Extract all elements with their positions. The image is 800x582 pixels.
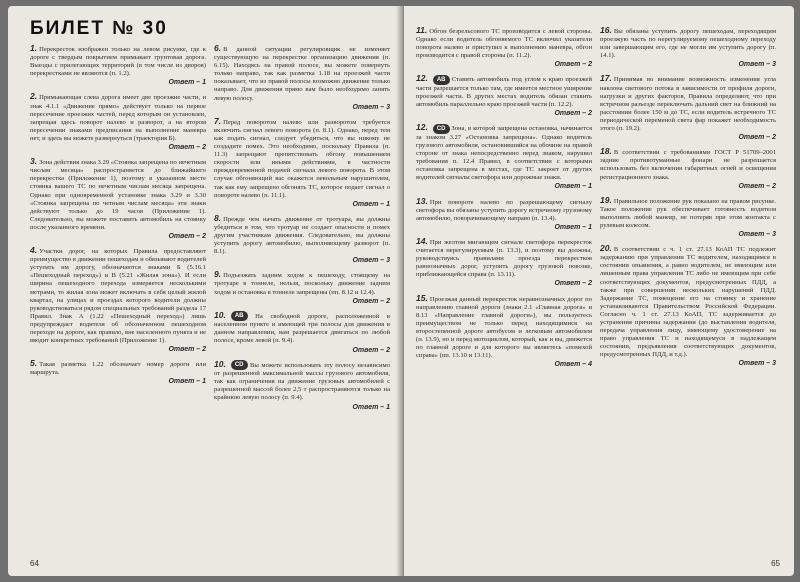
- column-1: [30, 44, 206, 392]
- answer: Ответ – 2: [352, 346, 390, 354]
- question-number: 11.: [416, 25, 428, 35]
- left-page: [8, 6, 402, 576]
- question-number: 15.: [416, 292, 428, 303]
- answer: Ответ – 1: [352, 403, 390, 411]
- question-11: [416, 26, 592, 69]
- answer: Ответ – 2: [168, 232, 206, 240]
- question-12-cd: [416, 123, 592, 191]
- question-14: [416, 237, 592, 289]
- question-18: [600, 147, 776, 190]
- question-number: 18.: [600, 146, 612, 157]
- answer: Ответ – 1: [554, 183, 592, 191]
- question-number: 12.: [416, 122, 428, 133]
- question-8: [214, 214, 390, 266]
- question-1: [30, 44, 206, 87]
- answer: Ответ – 2: [738, 134, 776, 142]
- page-number-left: 64: [30, 559, 39, 568]
- question-number: 10.: [214, 309, 226, 320]
- question-text: Ставить автомобиль под углом к краю проезжей части разрешается только там, где имеется местное уширение проезжей части. В других местах водитель обязан ставить автомобиль параллельно краю проезжей части (п. 12.2).: [416, 76, 592, 109]
- question-number: 5.: [30, 358, 38, 369]
- question-number: 13.: [416, 195, 428, 206]
- answer: Ответ – 2: [168, 346, 206, 354]
- answer: Ответ – 3: [352, 257, 390, 265]
- question-12-ab: [416, 74, 592, 118]
- question-13: [416, 197, 592, 232]
- answer: Ответ – 3: [738, 360, 776, 368]
- question-text: Вы можете использовать эту полосу независимо от разрешенной максимальной массы грузового автомобиля, так как ограничения на движение грузовых автомобилей с разрешенной массой более 2,5 т распространяются только на крайнюю левую полосу (п. 9.4).: [214, 361, 390, 402]
- question-3: [30, 157, 206, 241]
- answer: Ответ – 1: [554, 223, 592, 231]
- question-number: 12.: [416, 73, 428, 84]
- column-2: [214, 44, 390, 417]
- question-17: [600, 74, 776, 142]
- column-4: [600, 26, 776, 374]
- answer: Ответ – 2: [554, 280, 592, 288]
- question-text: На свободной дороге, расположенной в населенном пункте и имеющей три полосы для движения в данном направлении, вам разрешается двигаться по любой полосе, кроме левой (п. 9.4).: [214, 312, 390, 345]
- question-text: Такая разметка 1.22 обозначает номер дороги или маршрута.: [30, 361, 206, 377]
- right-page: [404, 6, 794, 576]
- question-number: 6.: [214, 43, 222, 53]
- question-number: 4.: [30, 245, 38, 256]
- question-6: [214, 44, 390, 112]
- question-text: Проезжая данный перекресток неравнозначных дорог по направлению главной дороги (знаки 2.1 «Главная дорога» и 8.13 «Направление главной дороги»), вы пользуетесь преимуществом не только перед находящимися на второстепенной дороге автобусом и легковым автомобилем (п. 13.9), но и перед мотоциклом, который, как и вы, движется по главной дороге и для которого вы являетесь «помехой справа» (пп. 13.10 и 13.11).: [416, 295, 592, 360]
- answer: Ответ – 3: [738, 231, 776, 239]
- question-text: В соответствии с ч. 1 ст. 27.13 КоАП ТС подлежит задержанию при управлении ТС водителем, находящимся в состоянии опьянения, а равно водителем, не имеющим или лишенным права управления ТС либо не имеющим при себе соответствующих документов, предусмотренных ПДД, а также при совершении нескольких нарушений ПДД. Задержание ТС, помещение его на стоянку и хранение устанавливаются Правительством Российской Федерации. Согласно ч. 1 ст. 27.13 КоАП, ТС задерживается до устранения причины задержания (до выставления водителя, передача управления лицу, имеющему удостоверение на право управления ТС и находящемуся в надлежащем состоянии, предъявления соответствующих документов, предусмотренных ПДД, и т.д.).: [600, 246, 776, 359]
- category-badge: CD: [433, 124, 450, 134]
- answer: Ответ – 1: [352, 200, 390, 208]
- answer: Ответ – 2: [352, 297, 390, 305]
- answer: Ответ – 3: [352, 103, 390, 111]
- question-text: Участки дорог, на которых Правила предоставляют преимущество в движении пешеходам и обязывают водителей уступать им дорогу, обозначаются знаками Б (5.16.1 «Пешеходный переход») и В (5.21 «Жилая зона»). И если ширина пешеходного перехода измеряется несколькими метрами, то жилая зона может включать в себя целый жилой квартал, на улицах и проездах которого водители должны руководствоваться рядом специальных требований раздела 17 Правил. Знак А (1.22 «Пешеходный переход») лишь предупреждает водителя об обозначенном пешеходном переходе на дороге, как правило, вне населенного пункта и не вводит конкретных требований (Приложение 1).: [30, 248, 206, 345]
- question-text: В данной ситуации регулировщик не изменяет существующую на перекрестке организацию движения (п. 6.15). Находясь на правой полосе, вы можете повернуть только направо, так как разметка 1.18 на проезжей части показывает, что из правой полосы возможно движение только направо. Для движения прямо вам было необходимо занять левую полосу.: [214, 46, 390, 102]
- ticket-title: БИЛЕТ № 30: [30, 18, 168, 39]
- question-19: [600, 196, 776, 239]
- question-text: Перекресток изображен только на левом рисунке, где к дороге с твердым покрытием примыкает грунтовая дорога. Выезды с прилегающих территорий (в том числе из дворов) перекрестками не являются (п. 1.2).: [30, 46, 206, 78]
- answer: Ответ – 2: [554, 61, 592, 69]
- question-10-cd: [214, 360, 390, 412]
- question-text: Прежде чем начать движение от тротуара, вы должны убедиться в том, что тротуар не создает опасности и помех другим участникам движения. Следовательно, вы должны уступить дорогу автомобилю, выполняющему разворот (п. 8.1).: [214, 215, 390, 256]
- answer: Ответ – 2: [554, 110, 592, 118]
- category-badge: CD: [231, 360, 248, 370]
- question-number: 19.: [600, 194, 612, 205]
- question-text: Обгон безрельсового ТС производится с левой стороны. Однако если водитель обгоняемого ТС включил указатели поворота налево и приступил к выполнению маневра, обгон производится с правой стороны (п. 11.2).: [416, 28, 592, 60]
- question-number: 10.: [214, 358, 226, 369]
- question-2: [30, 92, 206, 152]
- question-10-ab: [214, 311, 390, 355]
- answer: Ответ – 1: [168, 378, 206, 386]
- question-5: [30, 359, 206, 386]
- column-3: [416, 26, 592, 374]
- question-number: 9.: [214, 269, 222, 280]
- answer: Ответ – 2: [738, 182, 776, 190]
- question-number: 7.: [214, 115, 222, 126]
- question-15: [416, 294, 592, 370]
- question-text: Принимая во внимание возможность изменения угла наклона светового потока в зависимости от профиля дороги, нагрузки и других факторов, Правила определяют, что при встречном разъезде переключать дальний свет на ближний на расстоянии более 150 м до ТС, если водитель встречного ТС периодической переменой света фар покажет необходимость этого (п. 19.2).: [600, 76, 776, 133]
- page-number-right: 65: [771, 559, 780, 568]
- question-text: При желтом мигающем сигнале светофора перекресток считается нерегулируемым (п. 13.3), и поэтому вы должны, руководствуясь правилами проезда перекрестков равнозначных дорог, уступить дорогу грузовой повозке, приближающейся справа (п. 13.11).: [416, 238, 592, 279]
- answer: Ответ – 2: [168, 144, 206, 152]
- question-4: [30, 246, 206, 354]
- question-number: 16.: [600, 25, 612, 35]
- question-number: 2.: [30, 91, 38, 102]
- answer: Ответ – 4: [554, 361, 592, 369]
- category-badge: AB: [433, 75, 450, 85]
- question-20: [600, 244, 776, 368]
- question-text: При повороте налево по разрешающему сигналу светофора вы обязаны уступить дорогу встречному грузовому автомобилю, поворачивающему направо (п. 13.4).: [416, 198, 592, 222]
- question-number: 17.: [600, 73, 612, 84]
- category-badge: AB: [231, 311, 248, 321]
- question-text: Перед поворотом налево или разворотом требуется включить сигнал левого поворота (п. 8.1). Однако, перед тем как подать сигнал, следует убедиться, что вы никому не создадите помех. Это необходимо, поскольку Правила (п. 11.3) запрещают препятствовать обгону повышением скорости или иными действиями, в частности преждевременной подачей сигнала левого поворота. В этом случае обгоняющий вас окажется невольным нарушителем, так как ему запрещено обгонять ТС, которое подает сигнал о повороте налево (п. 11.1).: [214, 118, 390, 199]
- answer: Ответ – 3: [738, 61, 776, 69]
- question-number: 3.: [30, 156, 38, 167]
- question-text: Правильное положение рук показано на правом рисунке. Такое положение рук обеспечивает готовность водителя выполнить любой маневр, не потеряв при этом контакта с рулевым колесом.: [600, 197, 776, 229]
- question-text: Зона действия знака 3.29 «Стоянка запрещена по нечетным числам месяца» распространяется до ближайшего перекрестка (Приложение 1), поэтому в указанном месте стоянка вашего ТС по нечетным числам месяца запрещена. Однако при одновременной установке знака 3.29 и 3.30 «Стоянка запрещена по четным числам месяца» эти знаки действуют только до 19 часов (Приложение 1). Следовательно, вы можете поставить автомобиль на стоянку после указанного времени.: [30, 159, 206, 231]
- question-text: Примыкающая слева дорога имеет две проезжие части, и знак 4.1.1 «Движение прямо» действует только на первое пересечение проезжих частей, перед которым он установлен, запрещая здесь поворот налево и разворот, а на втором пересечении знаками предписания на выполнение маневра нет, и здесь вы можете развернуться (траектория Б).: [30, 94, 206, 142]
- question-text: В соответствии с требованиями ГОСТ Р 51709–2001 задние противотуманные фонари не разрешается использовать без включения габаритных огней и освещения регистрационного знака.: [600, 149, 776, 181]
- question-16: [600, 26, 776, 69]
- question-text: Подъезжать задним ходом к пешеходу, стоящему на тротуаре в тоннеле, нельзя, поскольку движение задним ходом и остановка в тоннеле запрещены (пп. 8.12 и 12.4).: [214, 272, 390, 296]
- question-text: Вы обязаны уступить дорогу пешеходам, переходящим проезжую часть по нерегулируемому пешеходному переходу или завершающим его, где не могли им уступить дорогу (п. 14.1).: [600, 28, 776, 60]
- question-number: 8.: [214, 212, 222, 223]
- question-number: 20.: [600, 243, 612, 254]
- question-number: 1.: [30, 43, 38, 53]
- question-number: 14.: [416, 235, 428, 246]
- question-7: [214, 117, 390, 209]
- question-text: Зона, в которой запрещена остановка, начинается за знаком 3.27 «Остановка запрещена». Однако водитель грузового автомобиля, остановившийся на обочине на правой стороне от знака непосредственно перед знаком, нарушил требования п. 12.4 Правил, в соответствии с которыми остановка запрещена в местах, где ТС закроет от других водителей сигналы светофора или дорожные знаки.: [416, 125, 592, 182]
- question-9: [214, 270, 390, 305]
- answer: Ответ – 1: [168, 79, 206, 87]
